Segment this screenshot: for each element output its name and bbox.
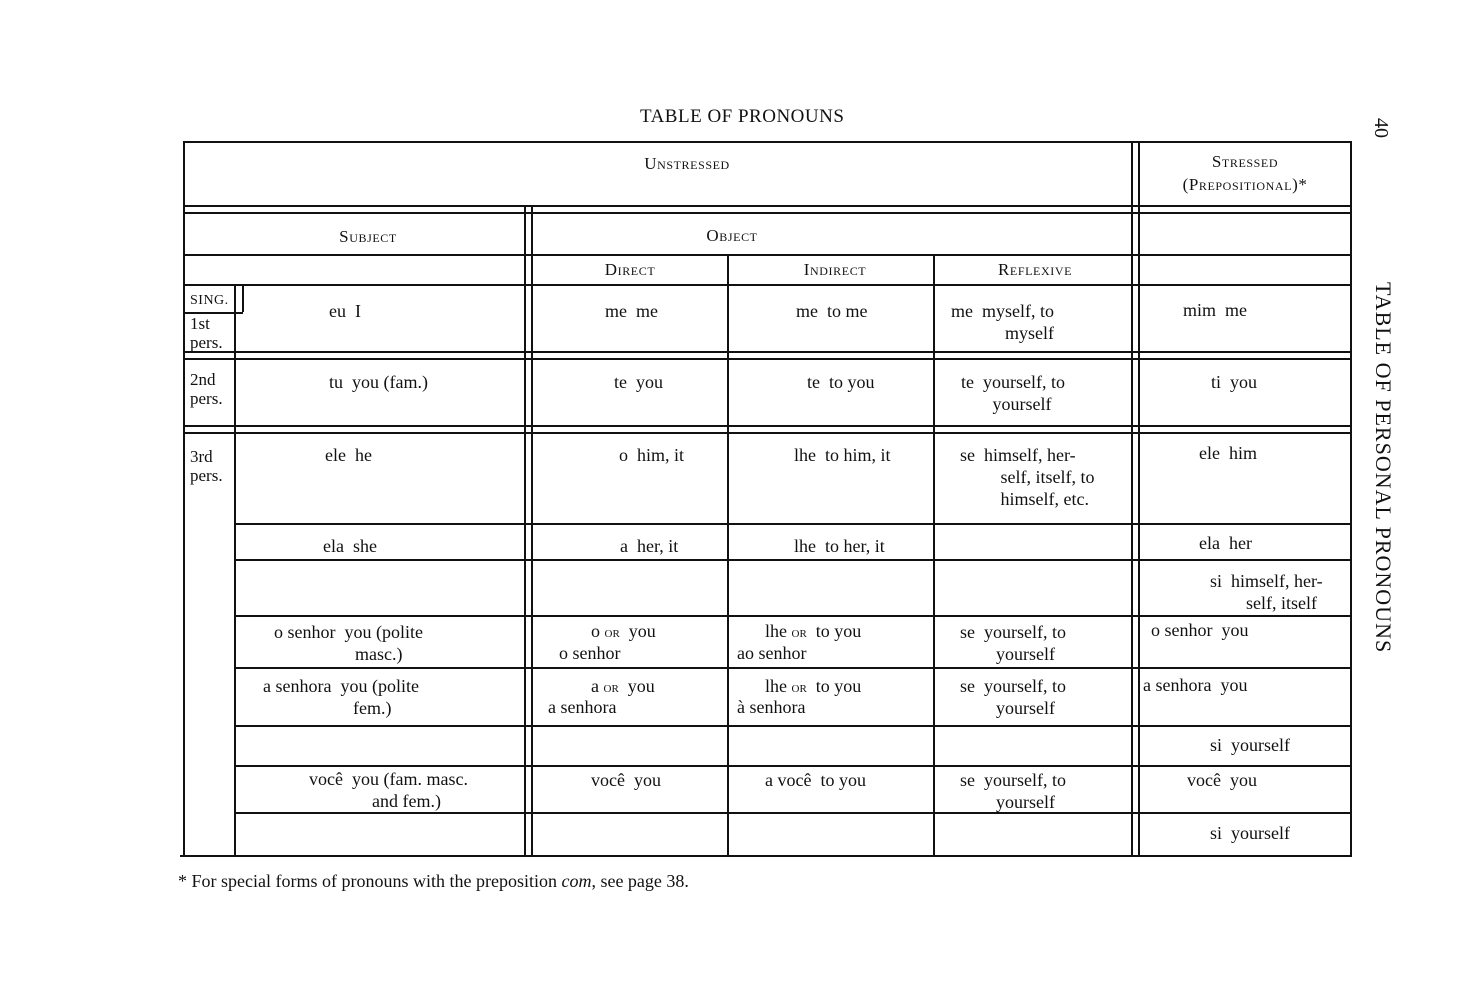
header-indirect: Indirect [803, 260, 867, 279]
header-object: Object [706, 226, 758, 245]
cell-stressed: si yourself [1210, 823, 1290, 843]
table-rule [183, 425, 1351, 427]
header-prepositional: (Prepositional)* [1182, 175, 1308, 194]
cell-stressed: o senhor you [1151, 620, 1249, 640]
label-3rd-person: 3rd pers. [190, 447, 223, 485]
table-rule [234, 615, 1351, 617]
or-label: or [604, 624, 620, 641]
label-1st-person: 1st pers. [190, 314, 223, 352]
cell-stressed: ti you [1211, 372, 1258, 392]
cell-indirect-alt: à senhora [737, 697, 806, 717]
table-rule [242, 284, 244, 312]
or-label: or [791, 624, 807, 641]
header-reflexive: Reflexive [997, 260, 1073, 279]
table-rule [183, 358, 1351, 360]
or-label: or [603, 679, 619, 696]
table-rule [183, 205, 1351, 207]
table-rule [1131, 141, 1133, 857]
cell-stressed: si himself, her- self, itself [1210, 571, 1323, 613]
table-rule [183, 212, 1351, 214]
cell-reflexive: se yourself, to yourself [960, 676, 1066, 718]
cell-reflexive: me myself, to myself [951, 301, 1054, 343]
footnote-italic: com [561, 871, 592, 891]
table-rule [524, 205, 526, 857]
table-rule [1350, 141, 1352, 857]
cell-stressed: mim me [1183, 300, 1247, 320]
cell-subject: você you (fam. masc. and fem.) [309, 769, 468, 811]
label-singular: SING. [190, 293, 229, 308]
cell-direct [591, 620, 656, 644]
table-rule [727, 254, 729, 857]
cell-indirect: lhe to her, it [794, 536, 885, 556]
table-rule [183, 254, 1351, 256]
cell-reflexive: se yourself, to yourself [960, 770, 1066, 812]
label-2nd-person: 2nd pers. [190, 370, 223, 408]
cell-subject: tu you (fam.) [329, 372, 428, 392]
cell-indirect: lhe to him, it [794, 445, 891, 465]
footnote-text: * For special forms of pronouns with the preposition [178, 871, 562, 891]
footnote-text-end: , see page 38. [591, 871, 689, 891]
cell-indirect: te to you [807, 372, 875, 392]
cell-reflexive: se himself, her- self, itself, to himself, etc. [960, 445, 1095, 509]
cell-stressed: ele him [1199, 443, 1257, 463]
cell-direct: o him, it [619, 445, 685, 465]
meaning: to you [815, 676, 862, 696]
table-rule [531, 205, 533, 857]
meaning: to you [815, 621, 862, 641]
table-rule [183, 432, 1351, 434]
page-title: TABLE OF PRONOUNS [640, 106, 845, 127]
table-rule [183, 141, 1351, 143]
header-subject: Subject [339, 227, 397, 246]
or-label: or [791, 679, 807, 696]
table-rule [183, 351, 1351, 353]
cell-indirect: me to me [796, 301, 868, 321]
cell-indirect-alt: ao senhor [737, 643, 807, 663]
cell-subject: ela she [323, 536, 377, 556]
pronoun: o [591, 621, 600, 641]
cell-direct: a her, it [620, 536, 679, 556]
cell-subject: eu I [329, 301, 361, 321]
cell-subject: a senhora you (polite fem.) [263, 676, 419, 718]
cell-direct: me me [605, 301, 658, 321]
table-rule [234, 765, 1351, 767]
header-direct: Direct [604, 260, 656, 279]
header-stressed: Stressed [1211, 152, 1279, 171]
pronoun: lhe [765, 676, 787, 696]
running-head: TABLE OF PERSONAL PRONOUNS [1371, 282, 1396, 654]
cell-subject: ele he [325, 445, 372, 465]
footnote [178, 871, 689, 892]
cell-stressed: si yourself [1210, 735, 1290, 755]
meaning: you [628, 621, 656, 641]
header-unstressed: Unstressed [644, 154, 730, 173]
table-rule [234, 667, 1351, 669]
pronoun: lhe [765, 621, 787, 641]
table-rule [234, 284, 236, 857]
meaning: you [627, 676, 655, 696]
table-rule [180, 855, 1351, 857]
cell-direct: você you [591, 770, 661, 790]
table-rule [234, 523, 1351, 525]
cell-direct-alt: o senhor [559, 643, 621, 663]
cell-indirect [765, 620, 861, 644]
cell-reflexive: te yourself, to yourself [961, 372, 1065, 414]
cell-reflexive: se yourself, to yourself [960, 622, 1066, 664]
table-rule [1138, 141, 1140, 857]
pronoun: a [591, 676, 599, 696]
cell-direct-alt: a senhora [548, 697, 617, 717]
page-number: 40 [1370, 118, 1392, 138]
cell-subject: o senhor you (polite masc.) [274, 622, 423, 664]
table-rule [183, 141, 185, 857]
cell-stressed: você you [1187, 770, 1257, 790]
table-rule [234, 725, 1351, 727]
cell-stressed: a senhora you [1143, 675, 1248, 695]
cell-indirect: a você to you [765, 770, 866, 790]
cell-stressed: ela her [1199, 533, 1252, 553]
table-rule [183, 284, 1351, 286]
table-rule [234, 559, 1351, 561]
table-rule [933, 254, 935, 857]
table-rule [234, 812, 1351, 814]
cell-direct: te you [614, 372, 663, 392]
